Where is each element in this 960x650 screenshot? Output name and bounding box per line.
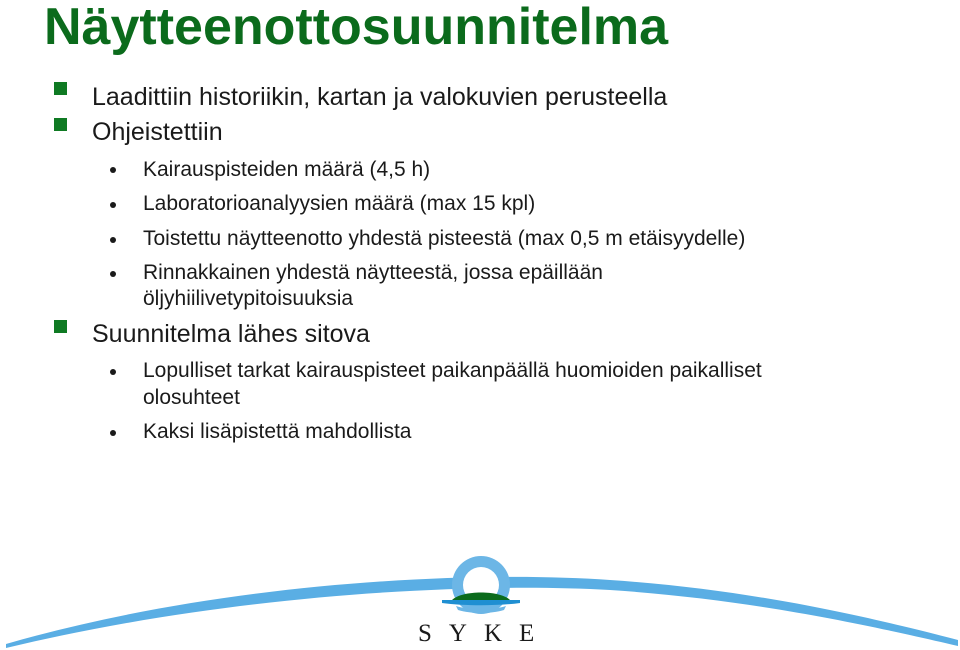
round-bullet-icon — [110, 271, 116, 277]
bullet-level2: Toistettu näytteenotto yhdestä pisteestä (max 0,5 m etäisyydelle) — [143, 227, 746, 250]
square-bullet-icon — [54, 118, 67, 131]
bullet-level2: Laboratorioanalyysien määrä (max 15 kpl) — [143, 192, 536, 215]
bullet-level2-continuation: olosuhteet — [143, 386, 240, 409]
bullet-level2: Kairauspisteiden määrä (4,5 h) — [143, 158, 431, 181]
square-bullet-icon — [54, 320, 67, 333]
syke-logo-text: SYKE — [418, 620, 552, 647]
round-bullet-icon — [110, 167, 116, 173]
bullet-level2: Rinnakkainen yhdestä näytteestä, jossa epäillään — [143, 261, 603, 284]
bullet-level1: Suunnitelma lähes sitova — [92, 320, 370, 348]
bullet-level1: Ohjeistettiin — [92, 118, 223, 146]
slide-title: Näytteenottosuunnitelma — [44, 0, 669, 56]
bullet-level2-continuation: öljyhiilivetypitoisuuksia — [143, 287, 354, 310]
round-bullet-icon — [110, 237, 116, 243]
round-bullet-icon — [110, 369, 116, 375]
bullet-level1: Laadittiin historiikin, kartan ja valokuvien perusteella — [92, 83, 668, 111]
syke-logo-icon — [438, 554, 524, 624]
square-bullet-icon — [54, 82, 67, 95]
round-bullet-icon — [110, 430, 116, 436]
round-bullet-icon — [110, 202, 116, 208]
bullet-level2: Lopulliset tarkat kairauspisteet paikanpäällä huomioiden paikalliset — [143, 359, 762, 382]
bullet-level2: Kaksi lisäpistettä mahdollista — [143, 420, 412, 443]
